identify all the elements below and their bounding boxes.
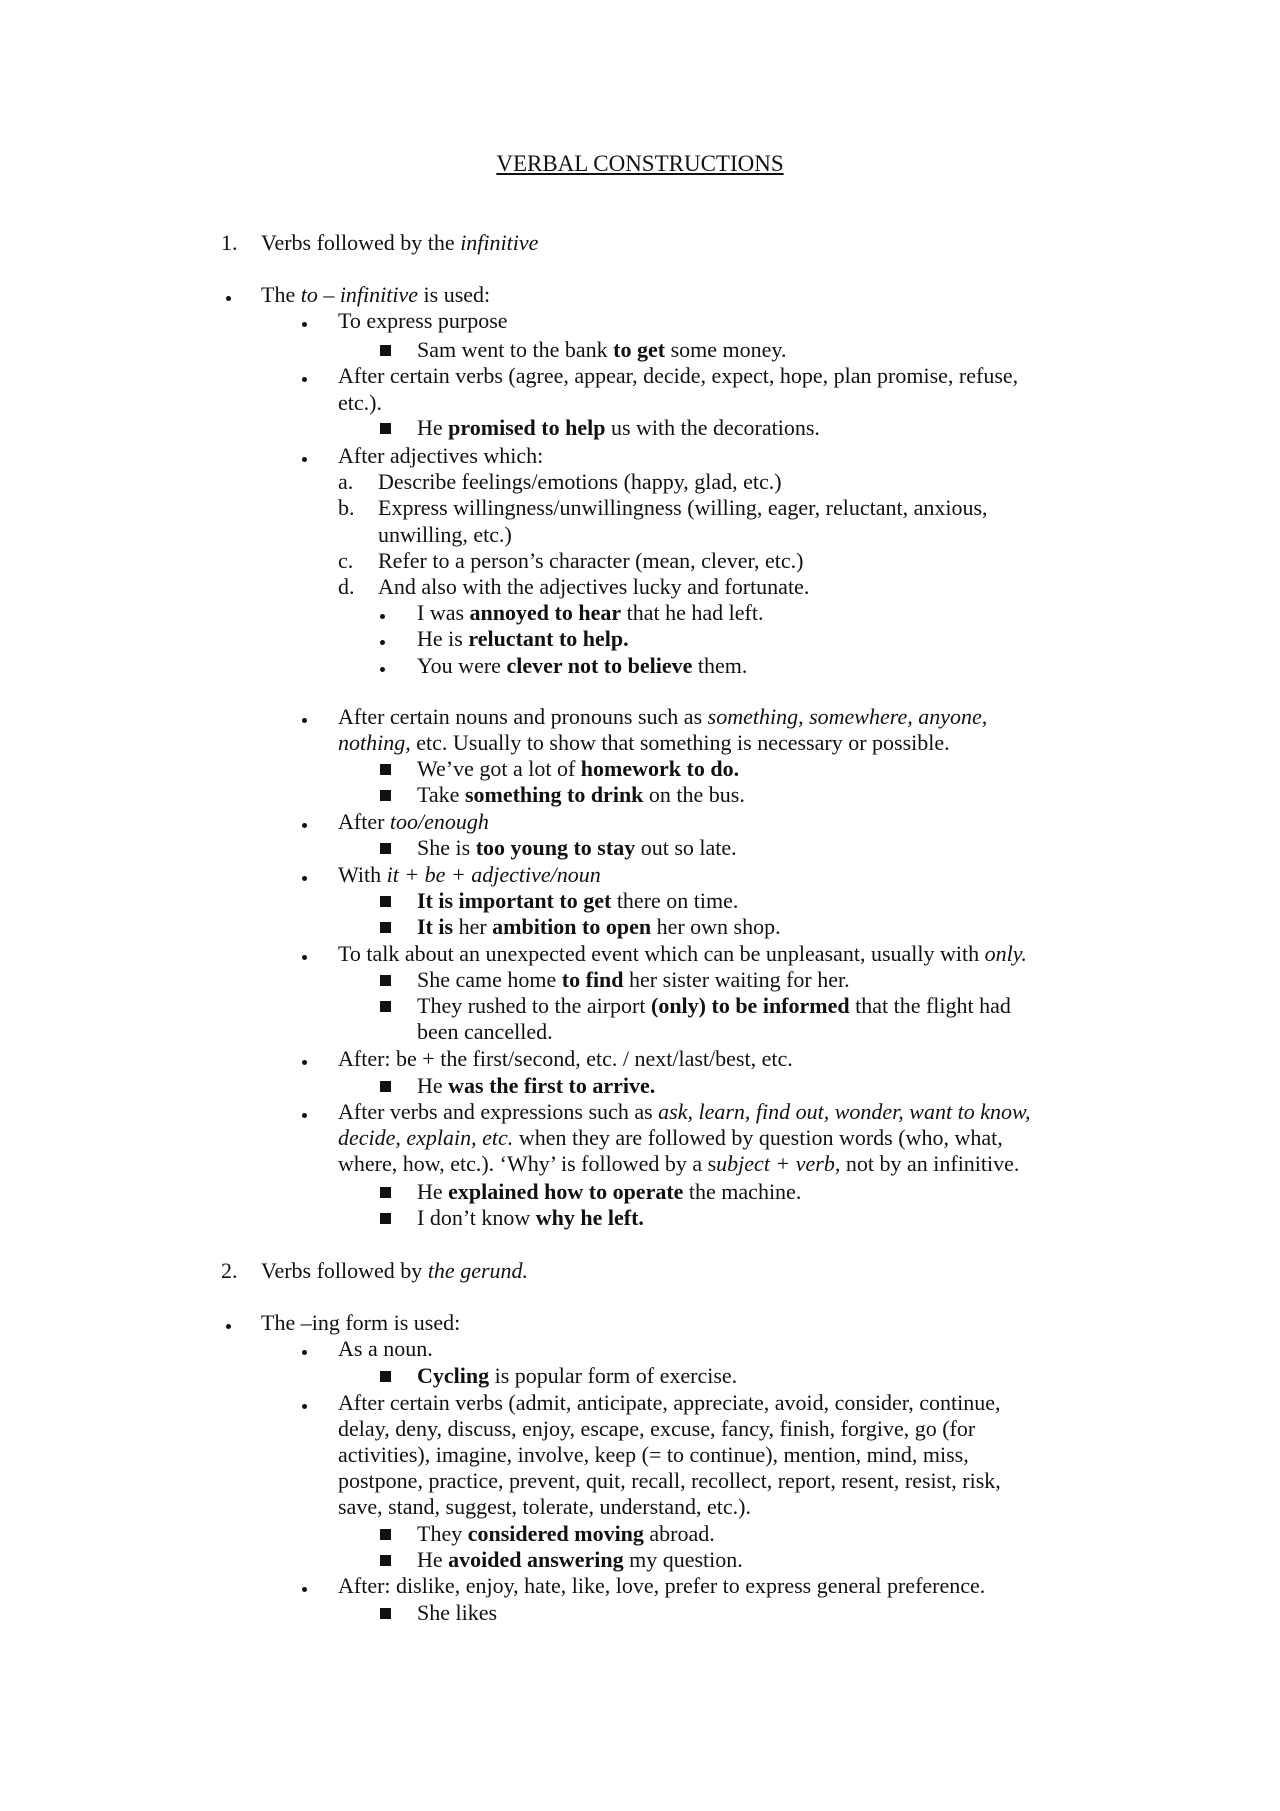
rule-gerund-verbs: After certain verbs (admit, anticipate, appreciate, avoid, consider, continue, <box>338 1390 1001 1415</box>
bullet-dot-icon <box>302 718 307 723</box>
square-bullet-icon <box>380 922 391 933</box>
example-unexpected-cont: been cancelled. <box>417 1019 553 1044</box>
bullet-dot-icon <box>302 1404 307 1409</box>
example-nouns: Take something to drink on the bus. <box>417 782 745 807</box>
bullet-dot-icon <box>226 1324 231 1329</box>
section-1-number: 1. <box>221 230 238 255</box>
example-as-noun: Cycling is popular form of exercise. <box>417 1363 738 1388</box>
bullet-dot-icon <box>380 614 385 619</box>
square-bullet-icon <box>380 1081 391 1092</box>
square-bullet-icon <box>380 975 391 986</box>
rule-certain-verbs: After certain verbs (agree, appear, decide, expect, hope, plan promise, refuse, <box>338 363 1019 388</box>
bullet-dot-icon <box>302 377 307 382</box>
example-unexpected: She came home to find her sister waiting for her. <box>417 967 850 992</box>
infinitive-intro: The to – infinitive is used: <box>261 282 491 307</box>
page-title: VERBAL CONSTRUCTIONS <box>496 151 784 176</box>
square-bullet-icon <box>380 1371 391 1382</box>
bullet-dot-icon <box>302 457 307 462</box>
example-adjective: You were clever not to believe them. <box>417 653 748 678</box>
square-bullet-icon <box>380 345 391 356</box>
rule-certain-verbs-cont: etc.). <box>338 390 382 415</box>
bullet-dot-icon <box>302 1587 307 1592</box>
rule-gerund-verbs-cont: delay, deny, discuss, enjoy, escape, excuse, fancy, finish, forgive, go (for <box>338 1416 976 1441</box>
adjective-item: And also with the adjectives lucky and fortunate. <box>378 574 810 599</box>
square-bullet-icon <box>380 764 391 775</box>
rule-adjectives: After adjectives which: <box>338 443 544 468</box>
example-gerund-verbs: He avoided answering my question. <box>417 1547 743 1572</box>
list-letter: c. <box>338 548 354 573</box>
example-too-enough: She is too young to stay out so late. <box>417 835 737 860</box>
section-2-number: 2. <box>221 1258 238 1283</box>
adjective-item: Refer to a person’s character (mean, clever, etc.) <box>378 548 804 573</box>
list-letter: d. <box>338 574 355 599</box>
bullet-dot-icon <box>380 640 385 645</box>
rule-preference: After: dislike, enjoy, hate, like, love, prefer to express general preference. <box>338 1573 986 1598</box>
bullet-dot-icon <box>302 955 307 960</box>
example-unexpected: They rushed to the airport (only) to be informed that the flight had <box>417 993 1011 1018</box>
square-bullet-icon <box>380 1213 391 1224</box>
example-it-be: It is important to get there on time. <box>417 888 739 913</box>
example-preference: She likes <box>417 1600 498 1625</box>
adjective-item: Express willingness/unwillingness (willing, eager, reluctant, anxious, <box>378 495 988 520</box>
bullet-dot-icon <box>380 667 385 672</box>
bullet-dot-icon <box>302 1113 307 1118</box>
rule-too-enough: After too/enough <box>338 809 489 834</box>
rule-first-second: After: be + the first/second, etc. / next/last/best, etc. <box>338 1046 793 1071</box>
example-gerund-verbs: They considered moving abroad. <box>417 1521 715 1546</box>
list-letter: a. <box>338 469 354 494</box>
rule-nouns-cont: nothing, etc. Usually to show that something is necessary or possible. <box>338 730 950 755</box>
square-bullet-icon <box>380 1187 391 1198</box>
example-adjective: He is reluctant to help. <box>417 626 629 651</box>
gerund-intro: The –ing form is used: <box>261 1310 461 1335</box>
square-bullet-icon <box>380 1608 391 1619</box>
example-first-second: He was the first to arrive. <box>417 1073 656 1098</box>
adjective-item-cont: unwilling, etc.) <box>378 522 512 547</box>
bullet-dot-icon <box>302 1350 307 1355</box>
bullet-dot-icon <box>302 1060 307 1065</box>
list-letter: b. <box>338 495 355 520</box>
square-bullet-icon <box>380 1529 391 1540</box>
adjective-item: Describe feelings/emotions (happy, glad, etc.) <box>378 469 782 494</box>
rule-gerund-verbs-cont: postpone, practice, prevent, quit, recall, recollect, report, resent, resist, risk, <box>338 1468 1001 1493</box>
section-1-heading: Verbs followed by the infinitive <box>261 230 539 255</box>
square-bullet-icon <box>380 1001 391 1012</box>
square-bullet-icon <box>380 896 391 907</box>
example-question-words: He explained how to operate the machine. <box>417 1179 802 1204</box>
example-question-words: I don’t know why he left. <box>417 1205 644 1230</box>
rule-it-be: With it + be + adjective/noun <box>338 862 601 887</box>
rule-question-words-cont: where, how, etc.). ‘Why’ is followed by a subject + verb, not by an infinitive. <box>338 1151 1020 1176</box>
rule-unexpected: To talk about an unexpected event which can be unpleasant, usually with only. <box>338 941 1027 966</box>
square-bullet-icon <box>380 423 391 434</box>
rule-gerund-verbs-cont: activities), imagine, involve, keep (= to continue), mention, mind, miss, <box>338 1442 969 1467</box>
bullet-dot-icon <box>302 322 307 327</box>
rule-nouns: After certain nouns and pronouns such as something, somewhere, anyone, <box>338 704 988 729</box>
rule-question-words-cont: decide, explain, etc. when they are followed by question words (who, what, <box>338 1125 1003 1150</box>
square-bullet-icon <box>380 1555 391 1566</box>
rule-question-words: After verbs and expressions such as ask, learn, find out, wonder, want to know, <box>338 1099 1031 1124</box>
example-certain-verbs: He promised to help us with the decorations. <box>417 415 820 440</box>
rule-purpose: To express purpose <box>338 308 508 333</box>
example-nouns: We’ve got a lot of homework to do. <box>417 756 740 781</box>
square-bullet-icon <box>380 790 391 801</box>
bullet-dot-icon <box>302 876 307 881</box>
rule-as-noun: As a noun. <box>338 1336 433 1361</box>
example-adjective: I was annoyed to hear that he had left. <box>417 600 764 625</box>
bullet-dot-icon <box>302 823 307 828</box>
example-purpose: Sam went to the bank to get some money. <box>417 337 787 362</box>
rule-gerund-verbs-cont: save, stand, suggest, tolerate, understand, etc.). <box>338 1494 751 1519</box>
section-2-heading: Verbs followed by the gerund. <box>261 1258 529 1283</box>
square-bullet-icon <box>380 843 391 854</box>
example-it-be: It is her ambition to open her own shop. <box>417 914 781 939</box>
bullet-dot-icon <box>226 296 231 301</box>
